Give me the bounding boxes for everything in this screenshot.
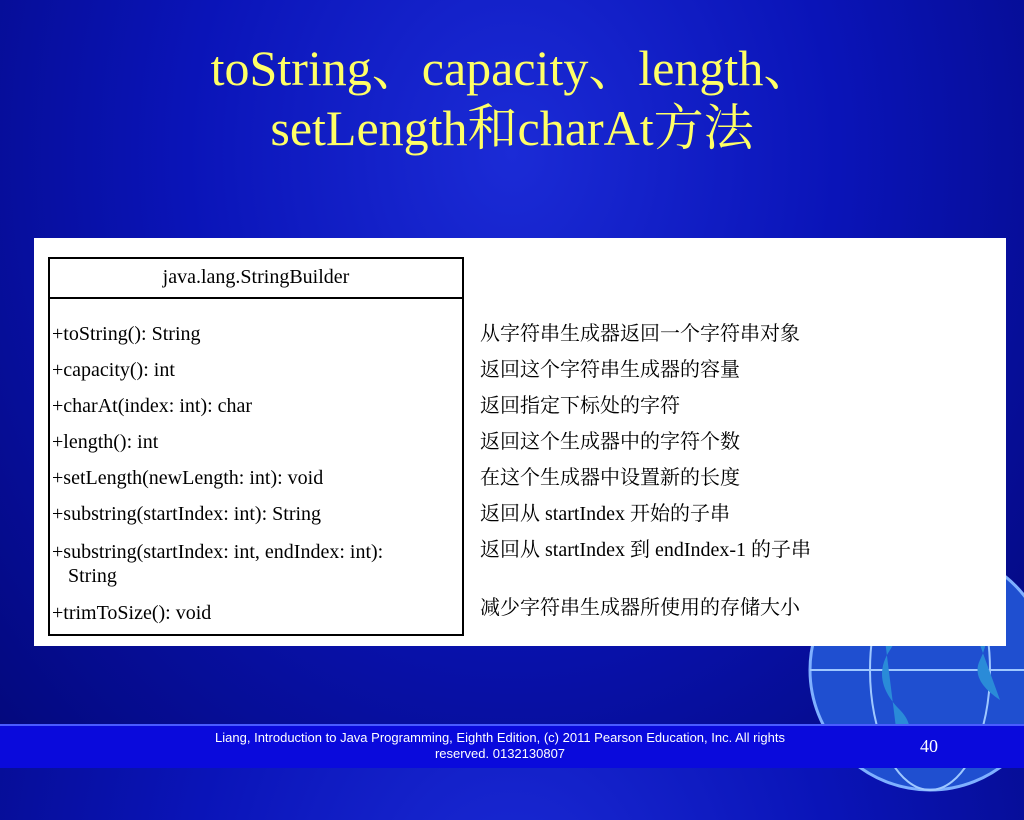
method-setlength: +setLength(newLength: int): void [52, 467, 324, 489]
desc-substring-1: 返回从 startIndex 开始的子串 [480, 503, 730, 525]
page-number: 40 [920, 736, 938, 756]
title-line-2: setLength和charAt方法 [270, 100, 754, 156]
method-capacity: +capacity(): int [52, 359, 175, 381]
desc-substring-2: 返回从 startIndex 到 endIndex-1 的子串 [480, 539, 812, 561]
method-tostring: +toString(): String [52, 323, 201, 345]
method-substring-2-return: String [68, 565, 117, 587]
desc-tostring: 从字符串生成器返回一个字符串对象 [480, 323, 800, 345]
slide-title [0, 38, 1024, 158]
desc-trimtosize: 减少字符串生成器所使用的存储大小 [480, 597, 800, 619]
desc-charat: 返回指定下标处的字符 [480, 395, 680, 417]
method-length: +length(): int [52, 431, 159, 453]
footer-copyright: Liang, Introduction to Java Programming, Eighth Edition, (c) 2011 Pearson Education, Inc. All rights reserved. 0132130807 [215, 730, 785, 761]
title-line-1: toString、capacity、length、 [210, 40, 814, 96]
desc-length: 返回这个生成器中的字符个数 [480, 431, 740, 453]
desc-capacity: 返回这个字符串生成器的容量 [480, 359, 740, 381]
method-substring-2-signature: +substring(startIndex: int, endIndex: int): [52, 541, 384, 563]
method-substring-1: +substring(startIndex: int): String [52, 503, 322, 525]
uml-class-name: java.lang.StringBuilder [50, 259, 462, 299]
method-charat: +charAt(index: int): char [52, 395, 253, 417]
desc-setlength: 在这个生成器中设置新的长度 [480, 467, 740, 489]
footer-bar [0, 724, 1024, 768]
method-substring-2 [52, 540, 383, 588]
method-trimtosize: +trimToSize(): void [52, 602, 212, 624]
